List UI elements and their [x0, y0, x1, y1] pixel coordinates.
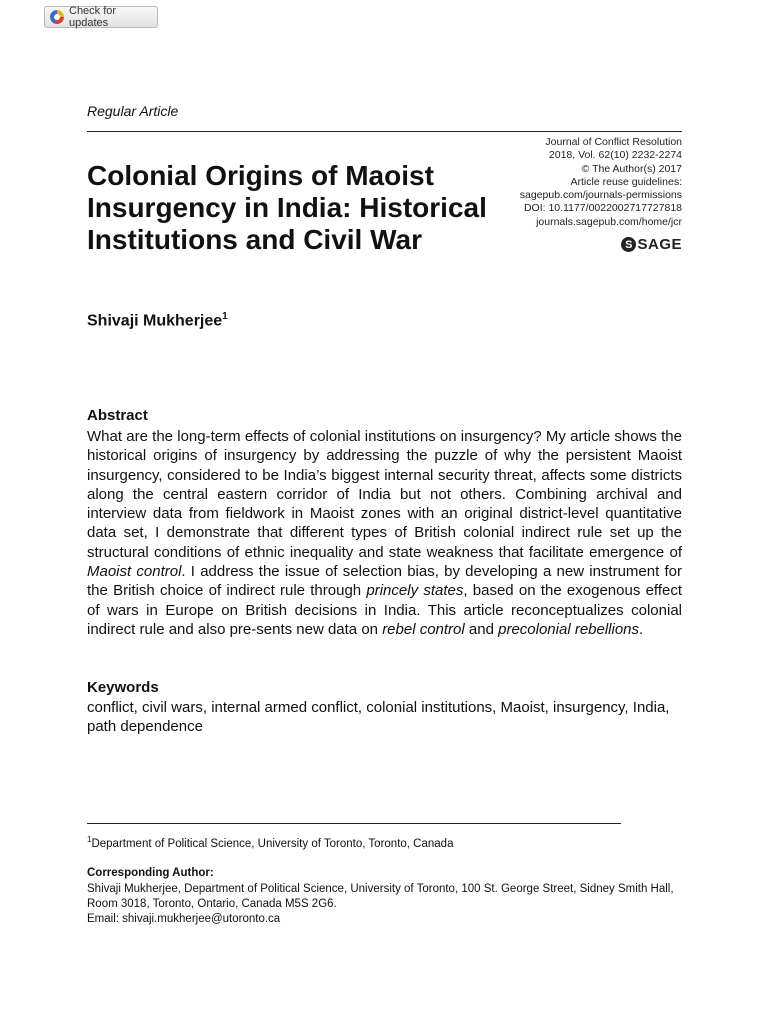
author-name: Shivaji Mukherjee [87, 312, 223, 330]
journal-volume: 2018, Vol. 62(10) 2232-2274 [548, 149, 682, 162]
corresponding-info [87, 882, 687, 927]
abstract-term-rebel-control: rebel control [382, 620, 465, 638]
abstract-term-princely-states: princely states [366, 582, 464, 600]
author [87, 311, 228, 330]
sage-s-icon: S [621, 237, 636, 252]
article-title: Colonial Origins of Maoist Insurgency in India: Historical Institutions and Civil War [87, 160, 487, 255]
footnote-mark: 1 [87, 835, 92, 844]
abstract-term-maoist-control: Maoist control [87, 563, 182, 581]
abstract-heading: Abstract [87, 407, 148, 424]
doi[interactable]: DOI: 10.1177/0022002717727818 [523, 202, 682, 215]
permissions-link[interactable]: sagepub.com/journals-permissions [519, 189, 682, 202]
abstract-text [87, 427, 682, 639]
journal-home-link[interactable]: journals.sagepub.com/home/jcr [536, 215, 682, 228]
corresponding-email[interactable]: Email: shivaji.mukherjee@utoronto.ca [87, 913, 281, 925]
corresponding-heading: Corresponding Author: [87, 867, 214, 879]
abstract-text-part: What are the long-term effects of colonial institutions on insurgency? My article shows the historical origins of insurgency by addressing the puzzle of why the persistent Maoist insurgency, considered to be India’s biggest internal security threat, affects some districts along the central eastern corridor of India but not others. Combining archival and interview data from fieldwork in Maoist zones with an original district-level quantitative data set, I demonstrate that different types of British colonial indirect rule set up the structural conditions of ethnic inequality and state weakness that facilitate emergence of [87, 428, 682, 561]
abstract-text-part: . [639, 620, 644, 638]
footnote-divider [87, 823, 621, 824]
check-for-updates-button[interactable] [44, 6, 158, 28]
keywords-text: conflict, civil wars, internal armed conflict, colonial institutions, Maoist, insurgency, India, path dependence [87, 699, 670, 735]
publisher-name: SAGE [637, 236, 682, 253]
abstract-text-part: , based on the exogenous effect of wars in Europe on British decisions in India. This article reconceptualizes colonial indirect rule and also pre-sents new data on [87, 582, 682, 638]
abstract-term-precolonial-rebellions: precolonial rebellions [498, 620, 640, 638]
copyright: © The Author(s) 2017 [581, 162, 682, 175]
crossmark-icon [50, 10, 64, 24]
article-type: Regular Article [87, 103, 179, 119]
footnote-affiliation [87, 835, 453, 850]
journal-name: Journal of Conflict Resolution [545, 136, 682, 148]
header-divider [87, 131, 682, 132]
affiliation-text: Department of Political Science, University of Toronto, Toronto, Canada [91, 837, 454, 850]
abstract-text-part: and [464, 620, 499, 638]
reuse-label: Article reuse guidelines: [570, 175, 682, 188]
sage-logo [621, 236, 682, 253]
author-affiliation-mark: 1 [222, 311, 228, 322]
keywords-heading: Keywords [87, 679, 159, 696]
abstract-text-part: . I address the issue of selection bias, by developing a new instrument for the British choice of indirect rule through [87, 563, 682, 600]
corresponding-address: Shivaji Mukherjee, Department of Political Science, University of Toronto, 100 St. George Street, Sidney Smith Hall, Room 3018, Toronto, Ontario, Canada M5S 2G6. [87, 883, 674, 910]
check-for-updates-label: Check for updates [69, 5, 117, 29]
